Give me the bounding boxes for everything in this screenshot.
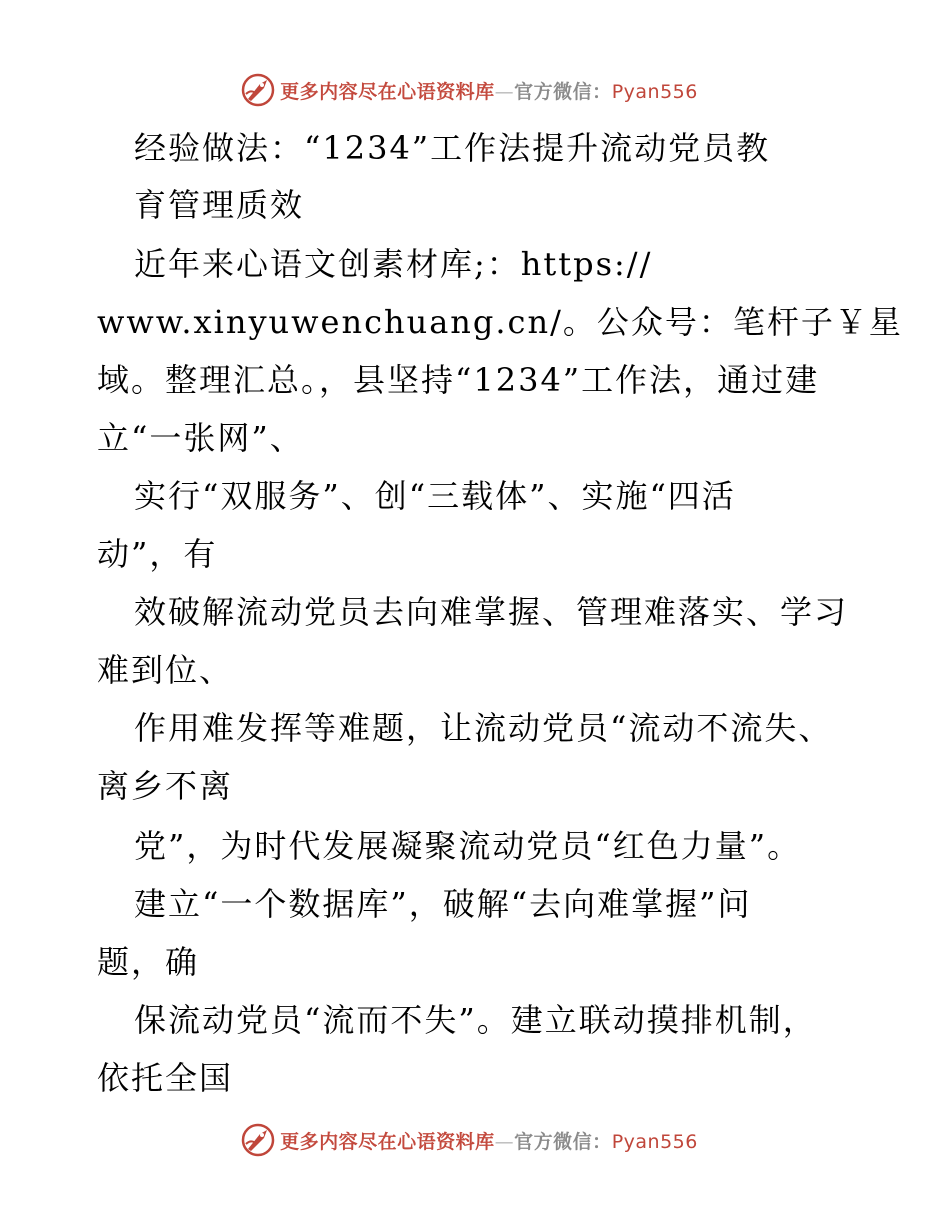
banner-slogan: 更多内容尽在心语资料库 — [280, 80, 495, 103]
banner-dash: — — [494, 1130, 515, 1153]
pen-nib-circle-icon — [240, 1122, 276, 1158]
doc-line: 实行“双服务”、创“三载体”、实施“四活 — [134, 477, 736, 515]
doc-line: 作用难发挥等难题，让流动党员“流动不流失、 — [134, 709, 833, 747]
doc-line: 育管理质效 — [134, 186, 305, 224]
doc-line: 题，确 — [97, 943, 200, 981]
doc-line: 近年来心语文创素材库;：https:// — [134, 245, 653, 283]
doc-line: 立“一张网”、 — [97, 419, 304, 457]
doc-line: 党”，为时代发展凝聚流动党员“红色力量”。 — [134, 827, 802, 865]
doc-line: 难到位、 — [97, 651, 234, 689]
banner-wechat-id: Pyan556 — [611, 1130, 698, 1153]
doc-line: 经验做法：“1234”工作法提升流动党员教 — [134, 129, 771, 167]
doc-line: 效破解流动党员去向难掌握、管理难落实、学习 — [134, 593, 849, 631]
doc-line: 动”，有 — [97, 535, 218, 573]
doc-line: 建立“一个数据库”，破解“去向难掌握”问 — [134, 885, 752, 923]
doc-line: 依托全国 — [97, 1059, 234, 1097]
banner-wechat-id: Pyan556 — [611, 80, 698, 103]
footer-banner — [0, 1120, 950, 1160]
banner-label: 官方微信： — [514, 1130, 612, 1153]
banner-dash: — — [494, 80, 515, 103]
doc-line: www.xinyuwenchuang.cn/。公众号：笔杆子￥星 — [97, 303, 903, 341]
banner-text — [280, 1127, 698, 1154]
banner-label: 官方微信： — [514, 80, 612, 103]
doc-line: 保流动党员“流而不失”。建立联动摸排机制， — [134, 1001, 817, 1039]
banner-slogan: 更多内容尽在心语资料库 — [280, 1130, 495, 1153]
doc-line: 离乡不离 — [97, 767, 234, 805]
doc-line: 域。整理汇总。，县坚持“1234”工作法，通过建 — [97, 361, 820, 399]
